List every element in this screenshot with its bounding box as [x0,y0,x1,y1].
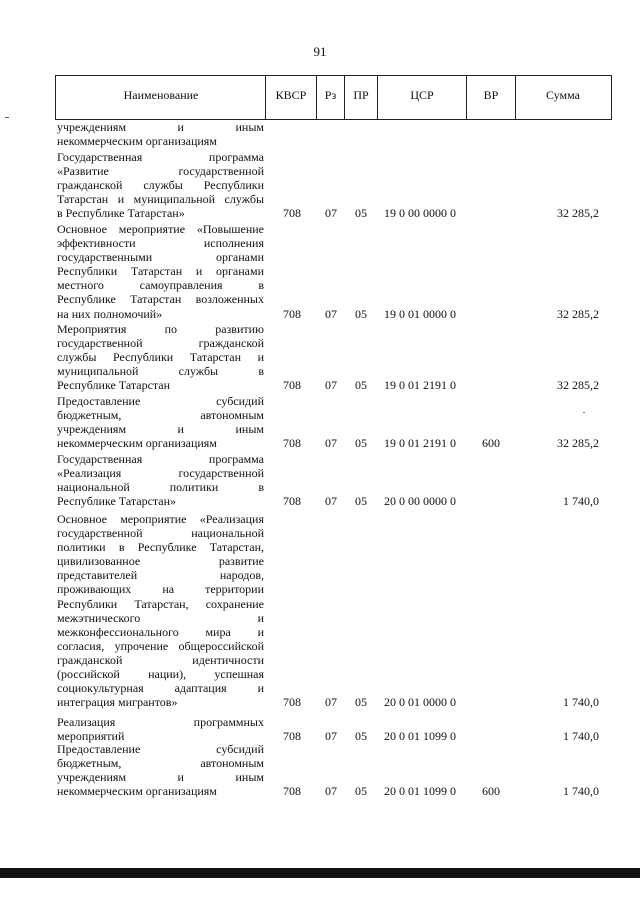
row-name [57,120,264,148]
row-name [57,452,264,508]
header-rz: Рз [324,88,337,102]
cell-csr: 19 0 01 2191 0 [384,436,456,451]
cell-sum: 1 740,0 [563,695,599,710]
name-line: Республике Татарстан [57,378,171,393]
name-line: некоммерческим организациям [57,784,217,799]
row-name [57,150,264,220]
name-line: государственными органами [57,250,264,265]
cell-pr: 05 [355,206,367,221]
cell-kvsr: 708 [283,378,301,393]
cell-rz: 07 [325,494,337,509]
row-name [57,222,264,321]
name-line: гражданской идентичности [57,652,264,667]
row-name [57,512,264,709]
row-name [57,322,264,392]
cell-sum: 32 285,2 [557,436,599,451]
name-line: Предоставление субсидий [57,742,264,756]
name-line: государственной национальной [57,526,264,541]
cell-rz: 07 [325,378,337,393]
cell-csr: 20 0 01 1099 0 [384,784,456,799]
cell-sum: 32 285,2 [557,306,599,321]
name-line: гражданской службы Республики [57,178,264,193]
cell-csr: 19 0 01 2191 0 [384,378,456,393]
name-line: Республики Татарстан, сохранение [57,596,264,611]
name-line: мероприятий [57,729,125,744]
name-line: Мероприятия по развитию [57,322,264,336]
row-name [57,742,264,798]
cell-kvsr: 708 [283,695,301,710]
row-name [57,715,264,743]
cell-rz: 07 [325,436,337,451]
name-line: проживающих на территории [57,582,264,597]
name-line: учреждениям и иным [57,120,264,134]
cell-rz: 07 [325,695,337,710]
name-line: Предоставление субсидий [57,394,264,408]
cell-pr: 05 [355,729,367,744]
row-name [57,394,264,450]
scan-speck [583,412,585,413]
name-line: «Развитие государственной [57,164,264,179]
cell-rz: 07 [325,729,337,744]
name-line: службы Республики Татарстан и [57,350,264,365]
cell-rz: 07 [325,206,337,221]
name-line: эффективности исполнения [57,236,264,251]
cell-sum: 32 285,2 [557,206,599,221]
name-line: на них полномочий» [57,306,163,321]
name-line: некоммерческим организациям [57,436,217,451]
cell-kvsr: 708 [283,206,301,221]
cell-rz: 07 [325,784,337,799]
cell-kvsr: 708 [283,306,301,321]
name-line: учреждениям и иным [57,770,264,785]
cell-csr: 19 0 01 0000 0 [384,306,456,321]
cell-csr: 20 0 01 0000 0 [384,695,456,710]
cell-sum: 1 740,0 [563,729,599,744]
header-pr: ПР [353,88,369,102]
name-line: Основное мероприятие «Реализация [57,512,264,526]
cell-rz: 07 [325,306,337,321]
name-line: Татарстан и муниципальной службы [57,192,264,207]
name-line: согласия, упрочение общероссийской [57,638,264,653]
name-line: Реализация программных [57,715,264,729]
header-kvsr: КВСР [275,88,307,102]
cell-kvsr: 708 [283,784,301,799]
name-line: государственной гражданской [57,336,264,351]
cell-kvsr: 708 [283,729,301,744]
name-line: представителей народов, [57,568,264,583]
scan-border [0,868,640,878]
name-line: местного самоуправления в [57,278,264,293]
margin-mark [5,117,9,118]
name-line: учреждениям и иным [57,422,264,437]
name-line: (российской нации), успешная [57,667,264,682]
name-line: Государственная программа [57,452,264,466]
cell-kvsr: 708 [283,494,301,509]
name-line: национальной политики в [57,480,264,495]
name-line: муниципальной службы в [57,364,264,379]
cell-vr: 600 [482,784,500,799]
cell-vr: 600 [482,436,500,451]
cell-pr: 05 [355,784,367,799]
cell-pr: 05 [355,378,367,393]
name-line: «Реализация государственной [57,466,264,481]
header-vr: ВР [483,88,499,102]
name-line: межэтнического и [57,610,264,625]
cell-sum: 32 285,2 [557,378,599,393]
name-line: Республике Татарстан» [57,494,177,509]
header-sum: Сумма [546,88,580,102]
cell-sum: 1 740,0 [563,494,599,509]
name-line: интеграция мигрантов» [57,695,178,710]
header-name: Наименование [123,88,199,102]
name-line: Республики Татарстан и органами [57,264,264,279]
name-line: Государственная программа [57,150,264,164]
cell-csr: 20 0 00 0000 0 [384,494,456,509]
cell-csr: 20 0 01 1099 0 [384,729,456,744]
name-line: межконфессионального мира и [57,624,264,639]
name-line: бюджетным, автономным [57,756,264,771]
name-line: Республике Татарстан возложенных [57,292,264,307]
name-line: цивилизованное развитие [57,554,264,569]
cell-pr: 05 [355,695,367,710]
name-line: в Республике Татарстан» [57,206,185,221]
cell-csr: 19 0 00 0000 0 [384,206,456,221]
cell-sum: 1 740,0 [563,784,599,799]
cell-kvsr: 708 [283,436,301,451]
name-line: политики в Республике Татарстан, [57,540,264,555]
name-line: некоммерческим организациям [57,134,217,149]
header-csr: ЦСР [410,88,434,102]
name-line: бюджетным, автономным [57,408,264,423]
name-line: Основное мероприятие «Повышение [57,222,264,236]
cell-pr: 05 [355,494,367,509]
cell-pr: 05 [355,436,367,451]
name-line: социокультурная адаптация и [57,681,264,696]
cell-pr: 05 [355,306,367,321]
page-number: 91 [313,44,327,59]
